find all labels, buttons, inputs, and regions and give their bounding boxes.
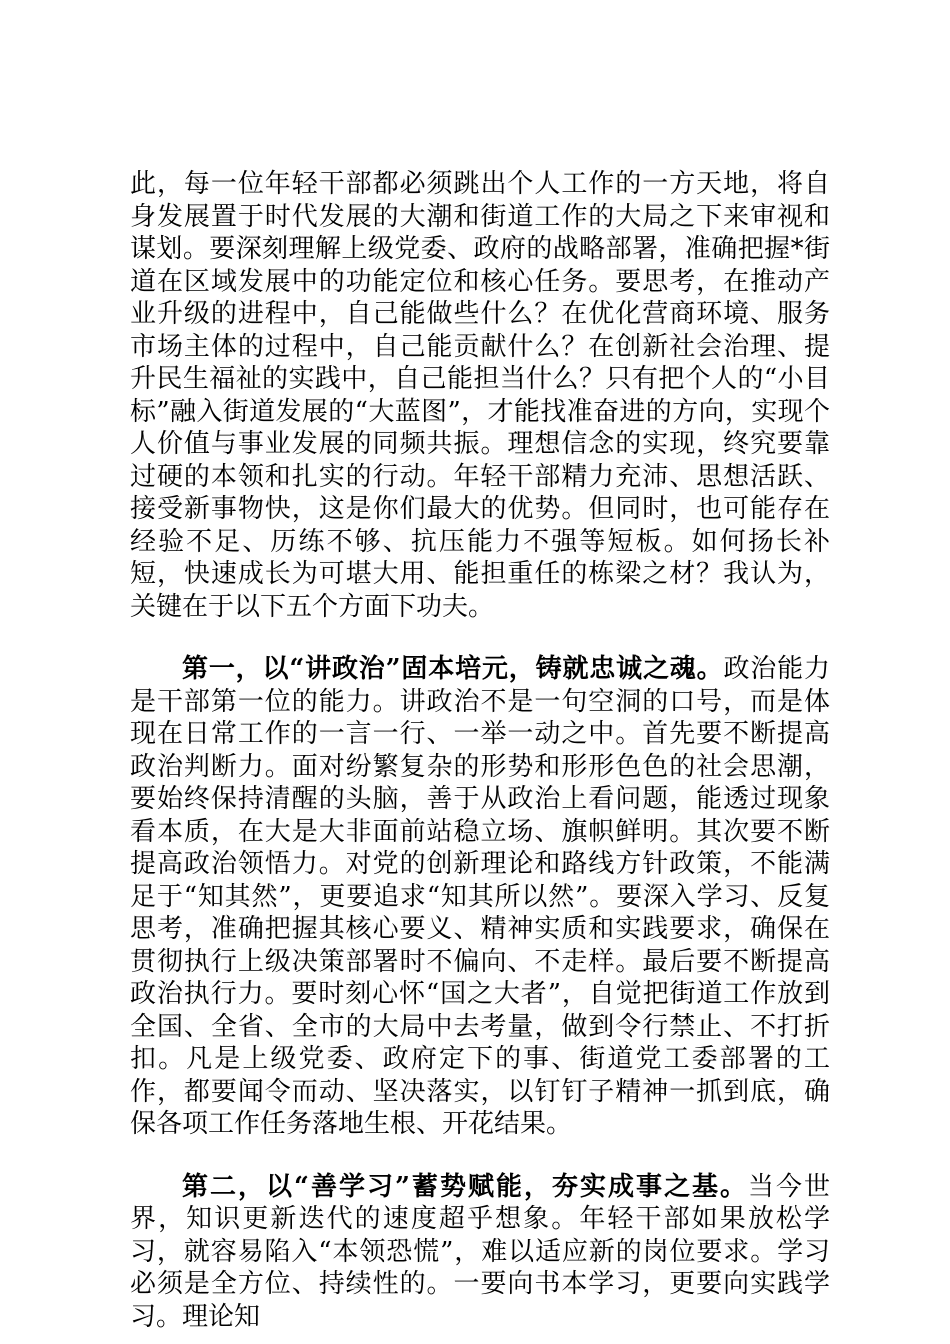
paragraph-text: 政治能力是干部第一位的能力。讲政治不是一句空洞的口号，而是体现在日常工作的一言一行、一举一动之中。首先要不断提高政治判断力。面对纷繁复杂的形势和形形色色的社会思潮，要始终保持清醒的头脑，善于从政治上看问题，能透过现象看本质，在大是大非面前站稳立场、旗帜鲜明。其次要不断提高政治领悟力。对党的创新理论和路线方针政策，不能满足于“知其然”，更要追求“知其所以然”。要深入学习、反复思考，准确把握其核心要义、精神实质和实践要求，确保在贯彻执行上级决策部署时不偏向、不走样。最后要不断提高政治执行力。要时刻心怀“国之大者”，自觉把街道工作放到全国、全省、全市的大局中去考量，做到令行禁止、不打折扣。凡是上级党委、政府定下的事、街道党工委部署的工作，都要闻令而动、坚决落实，以钉钉子精神一抓到底，确保各项工作任务落地生根、开花结果。 xyxy=(130,654,830,1139)
paragraph-point-one xyxy=(130,653,830,1141)
paragraph-continuation xyxy=(130,168,830,623)
document-page xyxy=(130,168,830,1333)
paragraph-lead: 第一，以“讲政治”固本培元，铸就忠诚之魂。 xyxy=(182,654,724,684)
paragraph-lead: 第二，以“善学习”蓄势赋能，夯实成事之基。 xyxy=(182,1171,748,1202)
paragraph-point-two xyxy=(130,1171,830,1334)
paragraph-text: 当今世界，知识更新迭代的速度超乎想象。年轻干部如果放松学习，就容易陷入“本领恐慌”，难以适应新的岗位要求。学习必须是全方位、持续性的。一要向书本学习，更要向实践学习。理论知 xyxy=(130,1171,830,1332)
paragraph-text: 此，每一位年轻干部都必须跳出个人工作的一方天地，将自身发展置于时代发展的大潮和街道工作的大局之下来审视和谋划。要深刻理解上级党委、政府的战略部署，准确把握*街道在区域发展中的功能定位和核心任务。要思考，在推动产业升级的进程中，自己能做些什么？在优化营商环境、服务市场主体的过程中，自己能贡献什么？在创新社会治理、提升民生福祉的实践中，自己能担当什么？只有把个人的“小目标”融入街道发展的“大蓝图”，才能找准奋进的方向，实现个人价值与事业发展的同频共振。理想信念的实现，终究要靠过硬的本领和扎实的行动。年轻干部精力充沛、思想活跃、接受新事物快，这是你们最大的优势。但同时，也可能存在经验不足、历练不够、抗压能力不强等短板。如何扬长补短，快速成长为可堪大用、能担重任的栋梁之材？我认为，关键在于以下五个方面下功夫。 xyxy=(130,169,830,622)
